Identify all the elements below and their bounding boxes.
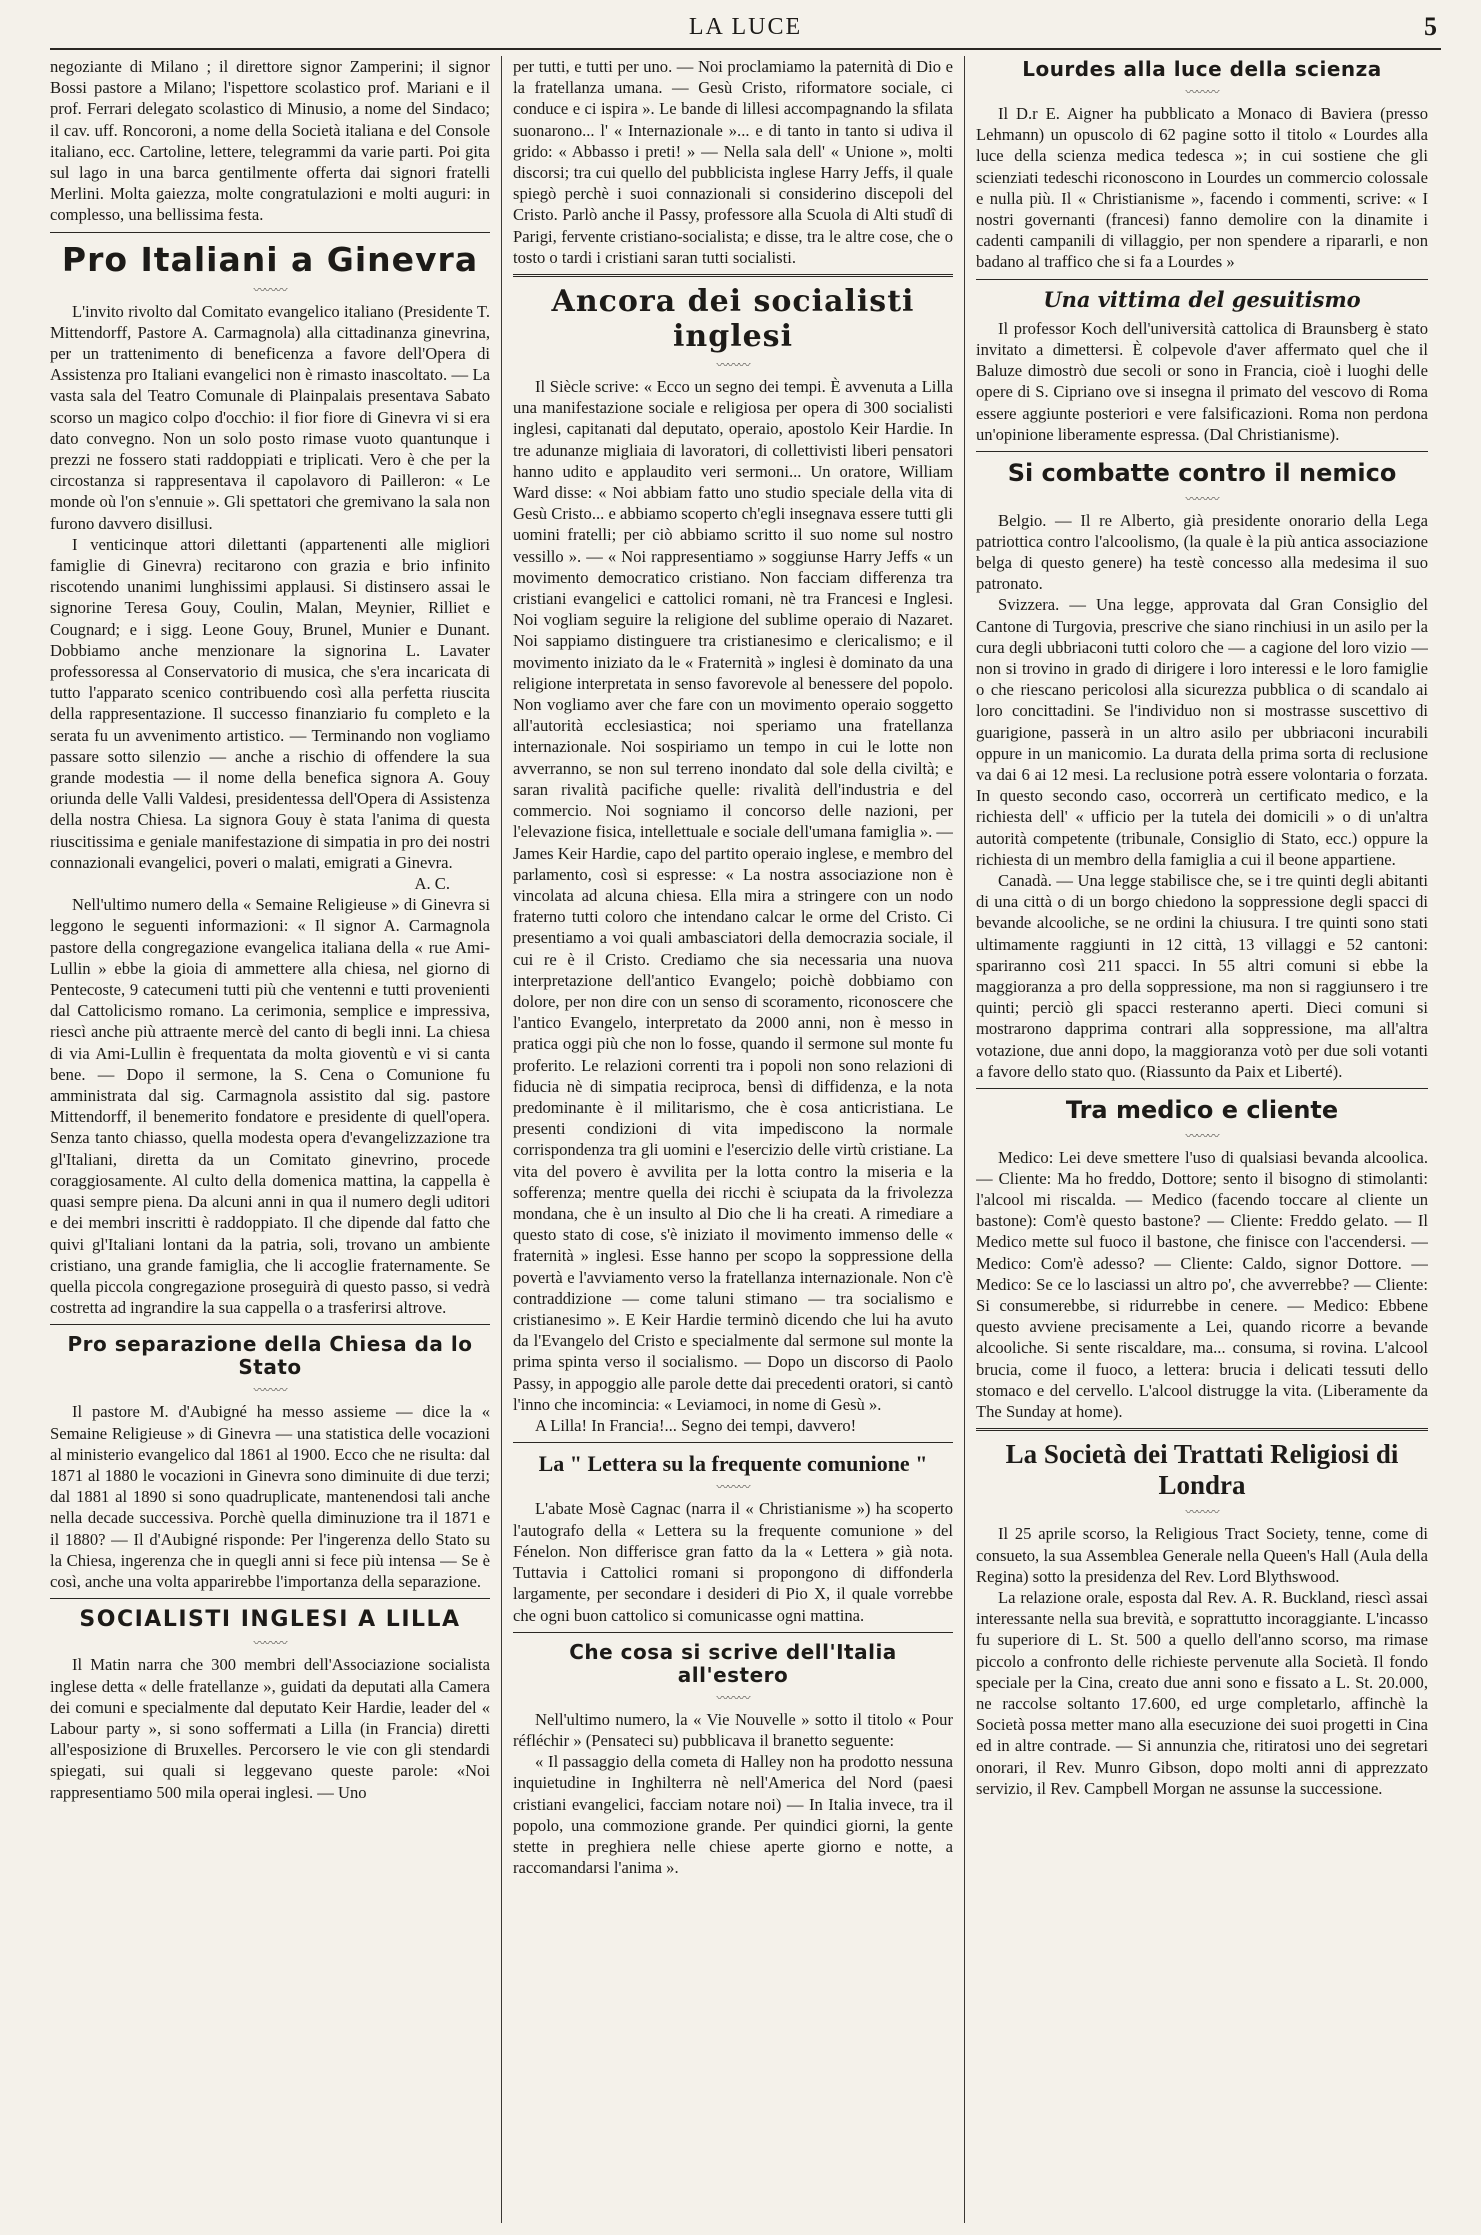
column-rule xyxy=(501,56,502,2223)
column-3 xyxy=(976,56,1428,2225)
page-number: 5 xyxy=(1424,12,1437,41)
headline-societa-trattati-religiosi: La Società dei Trattati Religiosi di Londra xyxy=(1005,1439,1399,1501)
article-paragraph: Belgio. — Il re Alberto, già presidente onorario della Lega patriottica contro l'alcoolismo, (la quale è la più antica associazione belga di questo genere) ha testè concesso alla medesima il suo patronato. xyxy=(976,510,1428,594)
article-separator xyxy=(513,274,953,277)
headline-ancora-socialisti-inglesi: Ancora dei socialisti inglesi xyxy=(551,284,915,354)
article-paragraph: Il Siècle scrive: « Ecco un segno dei tempi. È avvenuta a Lilla una manifestazione sociale e religiosa per opera di 300 socialisti inglesi, capitanati dal deputato, operaio, apostolo Keir Hardie. In tre adunanze migliaia di lavoratori, di collettivisti liberi pensatori hanno udito e applaudito veri sermoni... Un oratore, William Ward disse: « Noi abbiam fatto uno studio speciale della vita di Gesù Cristo... e abbiamo scoperto ch'egli insegnava essere tutti gli uomini fratelli; per ciò abbiamo scritto il suo nome sul nostro vessillo ». — « Noi rappresentiamo » soggiunse Harry Jeffs « un movimento democratico cristiano. Non facciam differenza tra cristiani evangelici e cattolici romani, nè tra Francesi e Inglesi. Noi vogliam seguire la religione del sublime operaio di Nazaret. Noi sappiamo distinguere tra cristianesimo e clericalismo; e il movimento iniziato da le « Fraternità » inglesi è dominato da una religione interpretata in senso favorevole al benessere del popolo. Non vogliamo aver che fare con un movimento operaio soggetto all'autorità ecclesiastica; noi speriamo una fratellanza internazionale. Noi sospiriamo un tempo in cui le lotte non avverranno, se non sul terreno inondato dal sole della civiltà; e saran rivalità pacifiche quelle: rivalità dell'industria e del commercio. Noi sogniamo il concorso delle nazioni, per l'elevazione fisica, intellettuale e sociale dell'umana famiglia ». — James Keir Hardie, capo del partito operaio inglese, e membro del parlamento, così si espresse: « La nostra associazione non è vincolata ad alcuna chiesa. Ella mira a stringere con un nodo fraterno tutti coloro che intendano calcar le orme del Cristo. Ci presentiamo a voi quali ambasciatori della democrazia sociale, il cui re è il Cristo. Crediamo che sia necessaria una nuova interpretazione dell'antico Evangelo; poichè dobbiamo con dolore, per non dire con un senso di scoramento, riconoscere che l'antico Evangelo, interpretato da 2000 anni, non è messo in pratica oggi più che non lo fosse, quando il sermone sul monte fu proferito. Le relazioni correnti tra i popoli non sono relazioni di fiducia nè di simpatia reciproca, bensì di diffidenza, e la nota predominante è il militarismo, che è cosa anticristiana. Le presenti condizioni di vita impediscono la normale corrispondenza tra gli uomini e l'esercizio delle virtù cristiane. La vita del povero è avvilita per la lotta contro la miseria e la sofferenza; mentre quella dei ricchi è sciupata da la frivolezza mondana, che è un insulto al Dio che li ha creati. A rimediare a questo stato di cose, s'è iniziato il movimento immenso delle « fraternità » inglesi. Esse hanno per scopo la soppressione della povertà e l'avviamento verso la fratellanza internazionale. Non c'è contraddizione — come taluni stimano — tra socialismo e cristianesimo ». E Keir Hardie terminò dicendo che lui ha avuto da l'Evangelo del Cristo e specialmente dal sermone sul monte la prima spinta verso il socialismo. — Dopo un discorso di Paolo Passy, in appoggio alle parole dette dai precedenti oratori, si cantò l'inno che incomincia: « Leviamoci, in nome di Gesù ». xyxy=(513,377,953,1414)
article-paragraph: A Lilla! In Francia!... Segno dei tempi, davvero! xyxy=(535,1415,857,1435)
article-paragraph: L'abate Mosè Cagnac (narra il « Christianisme ») ha scoperto l'autografo della « Lettera su la frequente comunione » del Fénelon. Non differisce gran fatto da la « Lettera » già nota. Tuttavia i Cattolici romani si propongono di diffonderla largamente, per secondare i desideri di Pio X, il quale vorrebbe che ogni buon cattolico si comunicasse ogni mattina. xyxy=(513,1499,953,1625)
article-paragraph: Il Matin narra che 300 membri dell'Associazione socialista inglese detta « delle fratellanze », guidati da deputati alla Camera dei comuni e specialmente dal deputato Keir Hardie, leader del « Labour party », si sono soffermati a Lilla (in Francia) diretti all'esposizione di Bruxelles. Percorsero le vie con gli stendardi spiegati, sui quali si leggevano queste parole: «Noi rappresentiamo 500 mila operai inglesi. — Uno xyxy=(50,1655,490,1802)
headline-separazione-chiesa-stato: Pro separazione della Chiesa da lo Stato xyxy=(67,1332,473,1380)
article-paragraph: Il pastore M. d'Aubigné ha messo assieme — dice la « Semaine Religieuse » di Ginevra — una statistica delle vocazioni al ministerio evangelico dal 1861 al 1900. Ecco che ne risulta: dal 1871 al 1880 le vocazioni in Ginevra sono diminuite di due terzi; dal 1881 al 1890 si sono quadruplicate, mantenendosi tali anche nella decade successiva. Porchè quella diminuzione tra il 1871 e il 1880? — Il d'Aubigné risponde: Per l'ingerenza dello Stato su la Chiesa, ingerenza che in quegli anni si fece più intensa — Se è così, anche una volta apparirebbe l'importanza della separazione. xyxy=(50,1402,490,1591)
headline-italia-all-estero: Che cosa si scrive dell'Italia all'estero xyxy=(569,1639,897,1687)
column-rule xyxy=(964,56,965,2223)
headline-pro-italiani-ginevra: Pro Italiani a Ginevra xyxy=(61,239,479,279)
article-continuation: per tutti, e tutti per uno. — Noi proclamiamo la paternità di Dio e la fratellanza umana. — Gesù Cristo, riformatore sociale, ci conduce e ci ispira ». Le bande di lillesi accompagnando la sfilata suonarono... l' « Internazionale »... e di tanto in tanto si udiva il grido: « Abbasso i preti! » — Nella sala dell' « Unione », molti discorsi; tra cui quello del pubblicista inglese Harry Jeffs, il quale spiegò perchè i suoi connazionali si considerino discepoli del Cristo. Parlò anche il Passy, professore alla Scuola di Alti studî di Parigi, fervente cristiano-socialista; e disse, tra le altre cose, che o tosto o tardi i cristiani saran tutti socialisti. xyxy=(513,57,953,267)
headline-ornament: 〰〰〰 xyxy=(1185,1128,1219,1143)
article-paragraph: L'invito rivolto dal Comitato evangelico italiano (Presidente T. Mittendorff, Pastore A. Carmagnola) alla cittadinanza ginevrina, per un trattenimento di beneficenza a favore dell'Opera di Assistenza pro Italiani evangelici non è rimasto inascoltato. — La vasta sala del Teatro Comunale di Plainpalais presentava Sabato scorso un magico colpo d'occhio: il fior fiore di Ginevra vi si era dato convegno. Non un solo posto rimase vuoto quantunque i prezzi ne fossero stati raddoppiati e triplicati. Vero è che per la circostanza si rappresentava il capolavoro di Pailleron: « Le monde où l'on s'ennuie ». Gli spettatori che gremivano la sala non furono davvero disillusi. xyxy=(50,301,490,533)
newspaper-title: LA LUCE xyxy=(688,14,803,40)
headline-ornament: 〰〰〰 xyxy=(253,1636,287,1651)
article-paragraph: « Il passaggio della cometa di Halley non ha prodotto nessuna inquietudine in Inghilterra nè nell'America del Nord (paesi cristiani evangelici, facciam notare noi) — In Italia invece, tra il popolo, una commozione grande. Per quindici giorni, la gente stette in preghiera nelle chiese aperte giorno e notte, a raccomandarsi l'anima ». xyxy=(513,1752,953,1878)
article-separator xyxy=(976,451,1428,452)
article-paragraph: La relazione orale, esposta dal Rev. A. R. Buckland, riescì assai interessante nella sua brevità, e soprattutto incoraggiante. L'incasso fu superiore di L. St. 500 a quello dell'anno scorso, ma rimase piccolo a confronto delle richieste pervenute alla Società. Il fondo speciale per la Cina, creato due anni sono e fissato a L. St. 20.000, ne raccolse soltanto 17.600, ed urge completarlo, affinchè la Società possa metter mano alla esecuzione dei suoi progetti in Cina ed in altre contrade. — Si annunzia che, ritiratosi uno dei segretari onorari, il Rev. Munro Gibson, dopo molti anni di apprezzato servizio, il Rev. Campbell Morgan ne assunse la successione. xyxy=(976,1588,1428,1798)
headline-si-combatte-nemico: Si combatte contro il nemico xyxy=(1007,458,1397,487)
article-separator xyxy=(976,279,1428,280)
headline-ornament: 〰〰〰 xyxy=(716,1690,750,1705)
article-separator xyxy=(50,232,490,233)
headline-medico-cliente: Tra medico e cliente xyxy=(1065,1096,1339,1125)
article-paragraph: Nell'ultimo numero, la « Vie Nouvelle » sotto il titolo « Pour réfléchir » (Pensateci su) pubblicava il branetto seguente: xyxy=(513,1709,953,1750)
headline-ornament: 〰〰〰 xyxy=(1185,1505,1219,1520)
article-separator xyxy=(513,1632,953,1633)
headline-lourdes-scienza: Lourdes alla luce della scienza xyxy=(1022,57,1382,81)
headline-ornament: 〰〰〰 xyxy=(716,1480,750,1495)
article-paragraph: Il D.r E. Aigner ha pubblicato a Monaco di Baviera (presso Lehmann) un opuscolo di 62 pagine sotto il titolo « Lourdes alla luce della scienza medica tedesca »; in cui sostiene che gli scienziati tedeschi riconoscono in Lourdes un commercio colossale e nulla più. Il « Christianisme », facendo i commenti, scrive: « I nostri governanti (francesi) fanno demolire con la dinamite i cadenti campanili di villaggio, per non spendere a ripararli, e non badano al traffico che si fa a Lourdes » xyxy=(976,104,1428,272)
article-paragraph: Svizzera. — Una legge, approvata dal Gran Consiglio del Cantone di Turgovia, prescrive che siano rinchiusi in un asilo per la cura degli ubbriaconi tutti coloro che — a cagione del loro vizio — non si trovino in grado di dirigere i loro interessi e le loro famiglie o che riescano pericolosi alla sicurezza pubblica o di scandalo ai loro concittadini. Se l'individuo non si mostrasse suscettivo di guarigione, passerà in un altro asilo per ubbriaconi incurabili oppure in un manicomio. La durata della prima sorta di reclusione va dai 6 ai 12 mesi. La reclusione potrà essere volontaria o forzata. In questo secondo caso, occorrerà un certificato medico, e la richiesta dell' « ufficio per la tutela dei domicili » o di un'altra autorità competente (tribunale, Consiglio di Stato, ecc.) oppure la richiesta di un membro della famiglia a cui il beone appartiene. xyxy=(976,595,1428,869)
headline-lettera-frequente-comunione: La " Lettera su la frequente comunione " xyxy=(538,1451,928,1477)
article-paragraph: Il 25 aprile scorso, la Religious Tract Society, tenne, come di consueto, la sua Assemblea Generale nella Queen's Hall (Aula della Regina) sotto la presidenza del Rev. Lord Blythswood. xyxy=(976,1524,1428,1586)
headline-ornament: 〰〰〰 xyxy=(253,282,287,297)
article-separator xyxy=(976,1088,1428,1089)
article-paragraph: Canadà. — Una legge stabilisce che, se i tre quinti degli abitanti di una città o di un borgo chiedono la soppressione degli spacci di bevande alcooliche, se ne ordini la chiusura. I tre quinti sono stati ultimamente raggiunti in 12 città, 13 villaggi e 52 cantoni: spariranno così 211 spacci. In 55 altri comuni si ebbe la maggioranza a pro della soppressione, ma non si raggiunsero i tre quinti; perciò gli spacci resteranno aperti. Dieci comuni si mostrarono dapprima contrari alla soppressione, ma all'altra votazione, due anni dopo, la maggioranza votò per due soli votanti a favore dello stato quo. (Riassunto da Paix et Liberté). xyxy=(976,871,1428,1081)
headline-ornament: 〰〰〰 xyxy=(716,358,750,373)
column-2 xyxy=(513,56,953,2225)
article-continuation: negoziante di Milano ; il direttore signor Zamperini; il signor Bossi pastore a Milano; l'ispettore scolastico prof. Mariani e il prof. Ferrari delegato scolastico di Minusio, a nome del Sindaco; il cav. uff. Roncoroni, a nome della Società italiana e del Console italiano, ecc. Cartoline, lettere, telegrammi da varie parti. Poi gita sul lago in una barca gentilmente offerta dai signori fratelli Merlini. Molta gaiezza, molte congratulazioni e molti auguri: in complesso, una bellissima festa. xyxy=(50,57,490,225)
headline-ornament: 〰〰〰 xyxy=(253,1383,287,1398)
article-separator xyxy=(513,1442,953,1443)
article-paragraph: Medico: Lei deve smettere l'uso di qualsiasi bevanda alcoolica. — Cliente: Ma ho freddo, Dottore; sento il bisogno di stimolanti: l'alcool mi riscalda. — Medico (facendo toccare al cliente un bastone): Com'è questo bastone? — Cliente: Freddo gelato. — Il Medico mette sul fuoco il bastone, che finisce con l'accendersi. — Medico: Com'è adesso? — Cliente: Caldo, signor Dottore. — Medico: Se ce lo lasciassi un altro po', che avverrebbe? — Cliente: Si consumerebbe, si ridurrebbe in cenere. — Medico: Ebbene questo avviene precisamente a Lei, quando ricorre a bevande alcooliche. Si sente riscaldare, ma... consuma, si rovina. L'alcool brucia, come il fuoco, a lettera: brucia i delicati tessuti dello stomaco e del cervello. L'alcool distrugge la vita. (Liberamente da The Sunday at home). xyxy=(976,1147,1428,1422)
article-separator xyxy=(50,1598,490,1599)
headline-ornament: 〰〰〰 xyxy=(1185,491,1219,506)
article-paragraph: Il professor Koch dell'università cattolica di Braunsberg è stato invitato a dimettersi. È colpevole d'aver affermato quel che il Baluze dimostrò due secoli or sono in Francia, cioè i luoghi delle opere di S. Cipriano ove si insegna il primato del vescovo di Roma essere aggiunte posteriori e vere falsificazioni. Roma non perdona un'opinione liberamente espressa. (Dal Christianisme). xyxy=(976,318,1428,444)
article-separator xyxy=(976,1428,1428,1431)
article-separator xyxy=(50,1324,490,1325)
running-head xyxy=(50,8,1441,50)
article-paragraph: I venticinque attori dilettanti (appartenenti alle migliori famiglie di Ginevra) recitarono con grazia e brio infinito riscotendo unanimi lunghissimi applausi. Si distinsero assai le signorine Teresa Gouy, Coulin, Malan, Meynier, Rilliet e Cougnard; e i sigg. Leone Gouy, Brunel, Munier e Dunant. Dobbiamo anche menzionare la signorina L. Lavater professoressa al Conservatorio di musica, che s'era incaricata di tutto l'apparato scenico contribuendo così alla perfetta riuscita della rappresentazione. Il successo finanziario fu completo e la serata fu un avvenimento artistico. — Terminando non vogliamo passare sotto silenzio — anche a rischio di offendere la sua grande modestia — il nome della benefica signora A. Gouy oriunda delle Valli Valdesi, presidentessa dell'Opera di Assistenza della nostra Chiesa. La signora Gouy è stata l'anima di questa riuscitissima e geniale manifestazione di simpatia in pro dei nostri connazionali evangelici, poveri o malati, emigrati a Ginevra. xyxy=(50,534,490,872)
headline-socialisti-inglesi-lilla: SOCIALISTI INGLESI A LILLA xyxy=(79,1607,461,1633)
article-signature: A. C. xyxy=(414,874,450,894)
headline-ornament: 〰〰〰 xyxy=(1185,85,1219,99)
article-paragraph: Nell'ultimo numero della « Semaine Religieuse » di Ginevra si leggono le seguenti informazioni: « Il signor A. Carmagnola pastore della congregazione evangelica italiana della « rue Ami-Lullin » ebbe la gioia di ammettere alla chiesa, nel giorno di Pentecoste, 9 catecumeni tutti più che ventenni e tutti provenienti dal Cattolicismo romano. La cerimonia, semplice e impressiva, riescì anche più attraente mercè del canto di begli inni. La chiesa di via Ami-Lullin è frequentata da molta gioventù e vi si canta bene. — Dopo il sermone, la S. Cena o Comunione fu amministrata dal sig. Carmagnola assistito dal sig. pastore Mittendorff, il benemerito fondatore e presidente di quell'opera. Senza tanto chiasso, quella modesta opera d'evangelizzazione tra gl'Italiani, diretta da un Comitato ginevrino, procede coraggiosamente. Al culto della domenica mattina, la cappella è quasi sempre piena. Da alcuni anni in qua il numero degli uditori e dei membri inscritti è raddoppiato. Il che dipende dal fatto che quivi gl'Italiani lontani da la patria, soli, trovano un ambiente cristiano, una grande famiglia, che li accoglie fraternamente. Se quella piccola congregazione proseguirà di questo passo, si vedrà costretta ad ingrandire la sua cappella o a trasferirsi altrove. xyxy=(50,895,490,1318)
headline-vittima-gesuitismo: Una vittima del gesuitismo xyxy=(1043,286,1361,312)
column-1 xyxy=(50,56,490,2225)
